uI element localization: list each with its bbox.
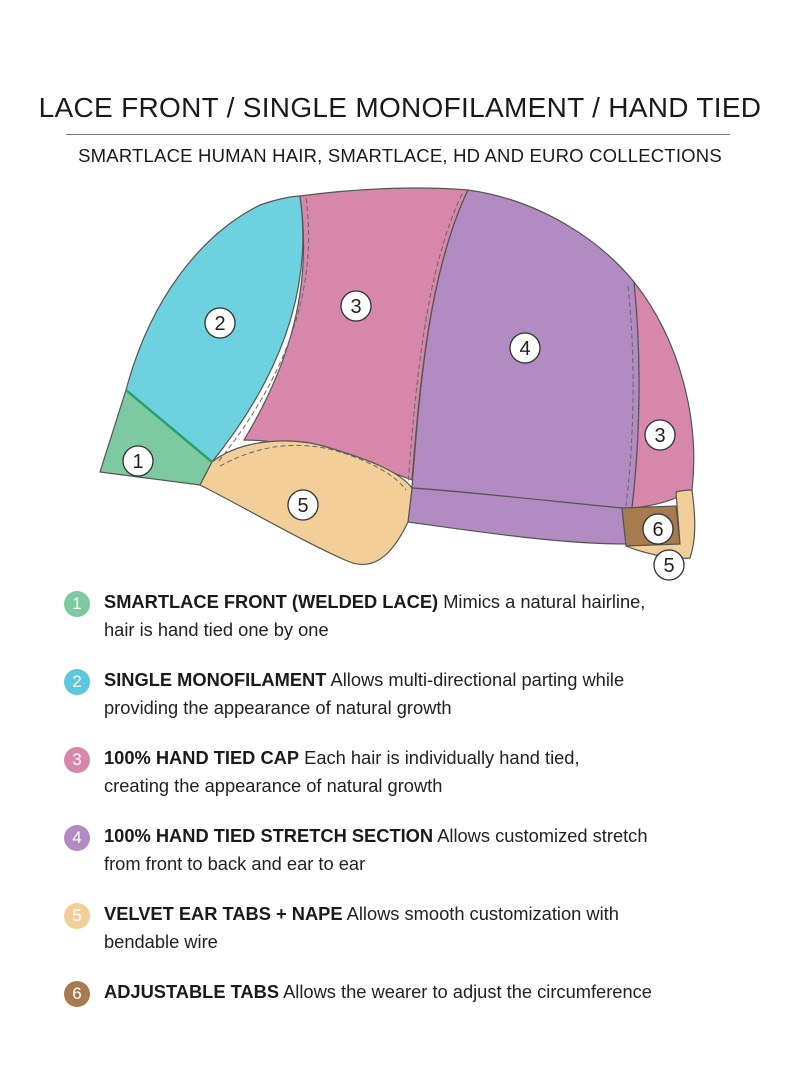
legend-line-1 (104, 744, 744, 772)
legend-heading: SINGLE MONOFILAMENT (104, 669, 327, 690)
legend-heading: VELVET EAR TABS + NAPE (104, 903, 343, 924)
legend-line-1 (104, 978, 744, 1006)
legend-line-1 (104, 900, 744, 928)
badge-hand-tied-top (341, 291, 371, 321)
legend-dot-6: 6 (64, 981, 90, 1007)
region-hand-tied-back (632, 282, 694, 508)
badge-hand-tied-back (645, 420, 675, 450)
legend-item-single-monofilament (64, 666, 744, 722)
legend-heading: SMARTLACE FRONT (WELDED LACE) (104, 591, 439, 612)
legend-item-smartlace-front (64, 588, 744, 644)
legend-line-1 (104, 666, 744, 694)
legend-item-adjustable-tabs (64, 978, 744, 1006)
badge-stretch (510, 333, 540, 363)
legend-desc: Each hair is individually hand tied, (304, 747, 580, 768)
legend-desc: Allows customized stretch (437, 825, 648, 846)
legend (64, 588, 744, 1028)
legend-line-2: creating the appearance of natural growth (104, 775, 443, 796)
svg-text:3: 3 (654, 425, 666, 447)
svg-text:3: 3 (350, 296, 362, 318)
legend-dot-5: 5 (64, 903, 90, 929)
legend-line-2: from front to back and ear to ear (104, 853, 366, 874)
legend-heading: ADJUSTABLE TABS (104, 981, 280, 1002)
legend-dot-1: 1 (64, 591, 90, 617)
legend-dot-3: 3 (64, 747, 90, 773)
legend-item-stretch-section (64, 822, 744, 878)
page-title: LACE FRONT / SINGLE MONOFILAMENT / HAND TIED (38, 92, 762, 123)
legend-line-1 (104, 822, 744, 850)
badge-nape (654, 550, 684, 580)
legend-heading: 100% HAND TIED STRETCH SECTION (104, 825, 434, 846)
page-subtitle: SMARTLACE HUMAN HAIR, SMARTLACE, HD AND EURO COLLECTIONS (78, 145, 722, 166)
legend-heading: 100% HAND TIED CAP (104, 747, 300, 768)
legend-dot-2: 2 (64, 669, 90, 695)
legend-desc: Mimics a natural hairline, (443, 591, 646, 612)
svg-text:4: 4 (519, 338, 531, 360)
legend-line-1 (104, 588, 744, 616)
legend-line-2: hair is hand tied one by one (104, 619, 329, 640)
badge-mono (205, 308, 235, 338)
svg-text:2: 2 (214, 313, 226, 335)
svg-text:5: 5 (297, 495, 309, 517)
legend-line-2: providing the appearance of natural growth (104, 697, 452, 718)
badge-adjustable-tab (643, 514, 673, 544)
legend-item-hand-tied-cap (64, 744, 744, 800)
legend-line-2: bendable wire (104, 931, 218, 952)
legend-desc: Allows the wearer to adjust the circumference (283, 981, 652, 1002)
badge-ear-tab (288, 490, 318, 520)
legend-desc: Allows smooth customization with (346, 903, 619, 924)
legend-desc: Allows multi-directional parting while (330, 669, 625, 690)
legend-item-velvet-ear-tabs (64, 900, 744, 956)
svg-text:1: 1 (132, 451, 144, 473)
svg-text:5: 5 (663, 555, 675, 577)
badge-front (123, 446, 153, 476)
svg-text:6: 6 (652, 519, 664, 541)
legend-dot-4: 4 (64, 825, 90, 851)
